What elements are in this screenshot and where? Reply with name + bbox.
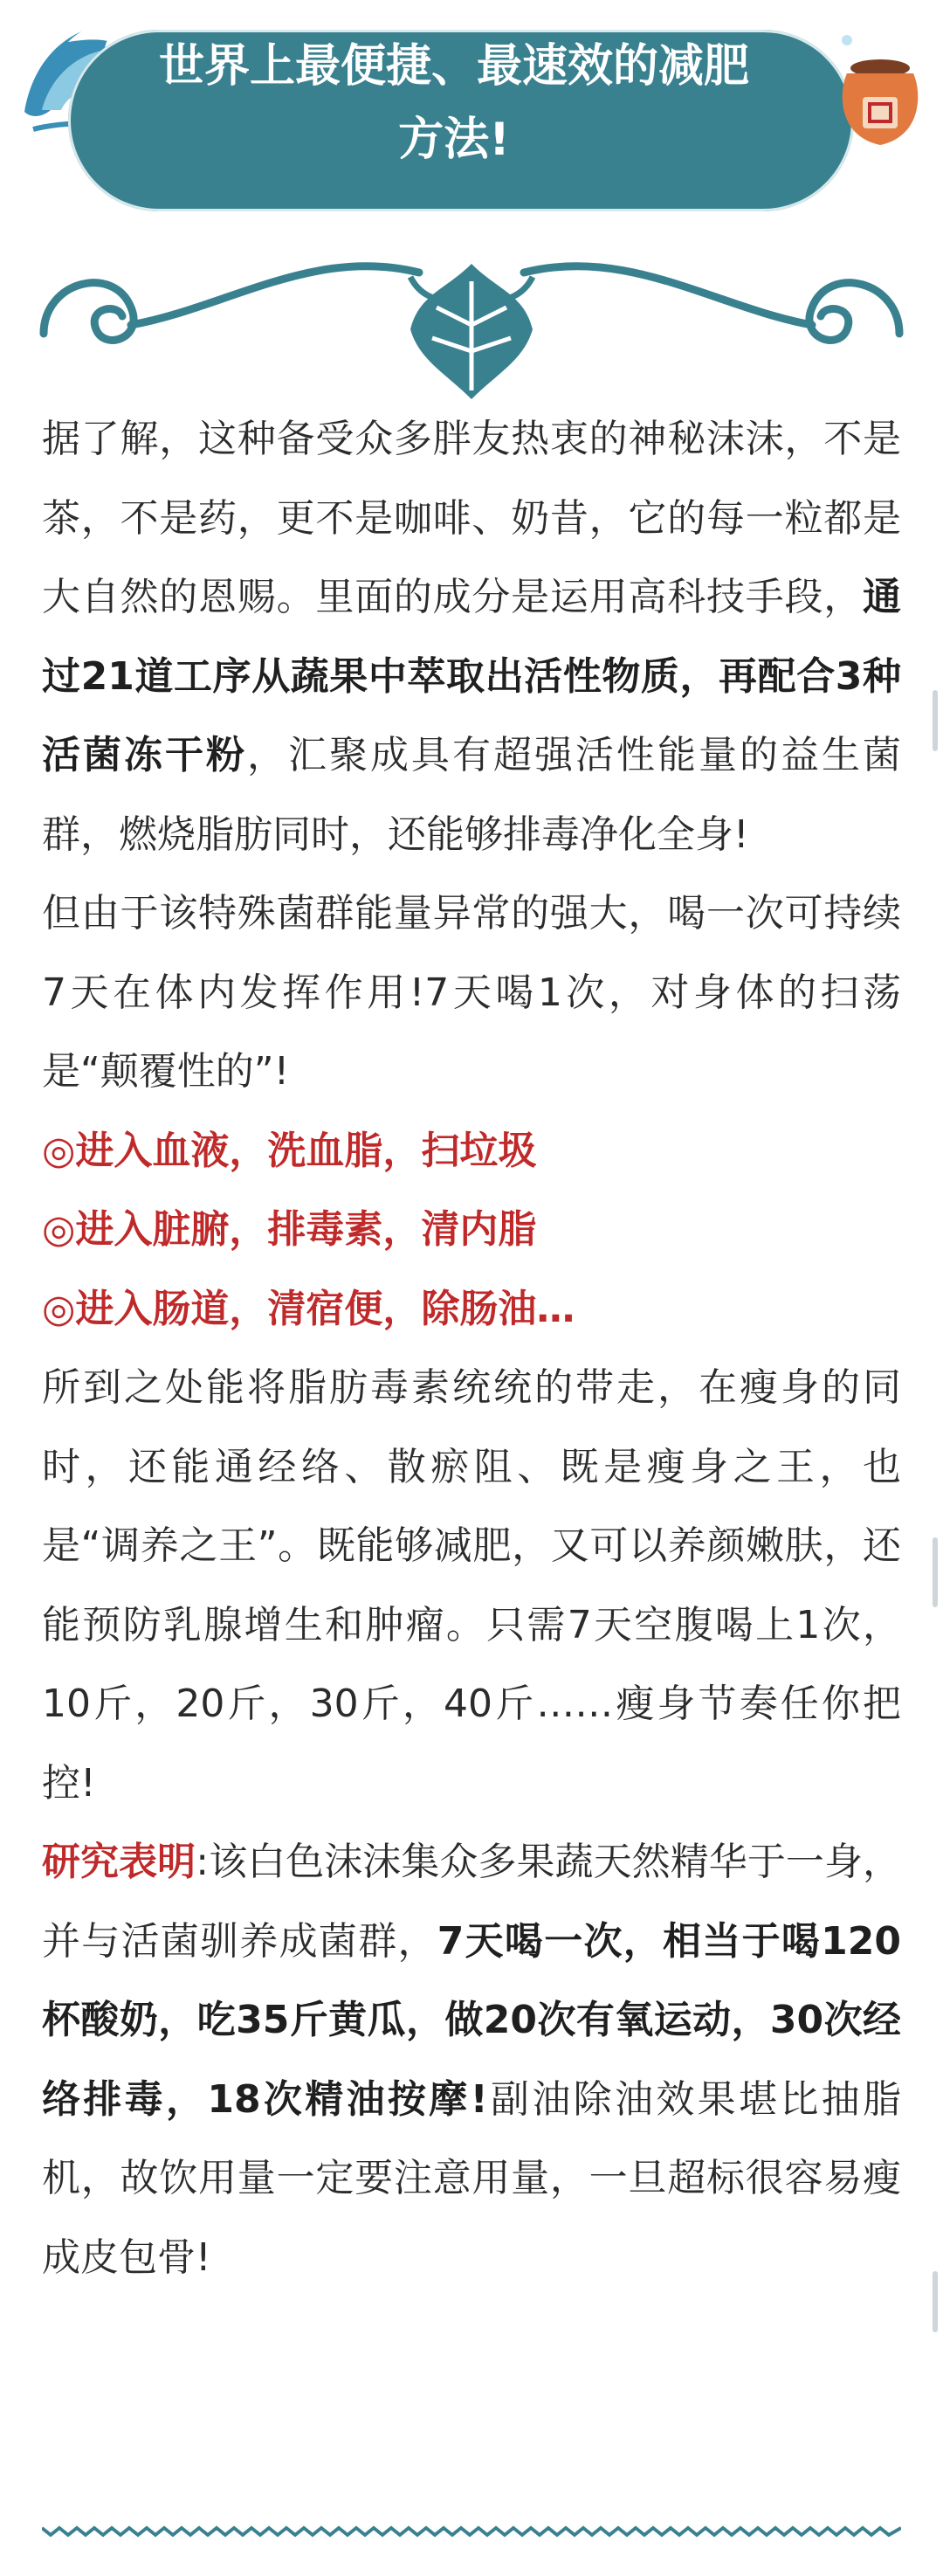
article-body: [42, 400, 901, 2297]
leaf-ornament-icon: [35, 229, 908, 404]
paragraph-intro: 据了解，这种备受众多胖友热衷的神秘沫沫，不是茶，不是药，更不是咖啡、奶昔，它的每一粒都是大自然的恩赐。里面的成分是运用高科技手段，通过21道工序从蔬果中萃取出活性物质，再配合3种活菌冻干粉，汇聚成具有超强活性能量的益生菌群，燃烧脂肪同时，还能够排毒净化全身!: [42, 417, 901, 857]
bullet-item-blood: ◎进入血液，洗血脂，扫垃圾: [42, 1128, 537, 1173]
jar-icon: [821, 14, 934, 162]
paragraph-benefits: 所到之处能将脂肪毒素统统的带走，在瘦身的同时，还能通经络、散瘀阻、既是瘦身之王，也是“调养之王”。既能够减肥，又可以养颜嫩肤，还能预防乳腺增生和肿瘤。只需7天空腹喝上1次，10斤，20斤，30斤，40斤……瘦身节奏任你把控!: [42, 1365, 901, 1806]
paragraph-effect: 但由于该特殊菌群能量异常的强大，喝一次可持续7天在体内发挥作用!7天喝1次，对身体的扫荡是“颠覆性的”!: [42, 891, 901, 1094]
bold-highlight: 通过21道工序从蔬果中萃取出活性物质，再配合3种活菌冻干粉: [42, 575, 901, 777]
bullet-item-intestine: ◎进入肠道，清宿便，除肠油…: [42, 1286, 575, 1331]
title-line-2: 方法!: [398, 114, 510, 166]
bullet-item-organs: ◎进入脏腑，排毒素，清内脂: [42, 1207, 537, 1252]
page-title: [105, 30, 803, 176]
scrollbar-thumb-3[interactable]: [933, 2271, 938, 2332]
title-line-1: 世界上最便捷、最速效的减肥: [158, 40, 749, 93]
paragraph-research: 研究表明:该白色沫沫集众多果蔬天然精华于一身，并与活菌驯养成菌群，7天喝一次，相当于喝120杯酸奶，吃35斤黄瓜，做20次有氧运动，30次经络排毒，18次精油按摩!副油除油效果堪比抽脂机，故饮用量一定要注意用量，一旦超标很容易瘦成皮包骨!: [42, 1840, 902, 2280]
research-label: 研究表明: [42, 1840, 196, 1884]
bottom-divider: [42, 2524, 901, 2538]
scrollbar-thumb-1[interactable]: [933, 690, 938, 751]
bold-highlight-research: 7天喝一次，相当于喝120杯酸奶，吃35斤黄瓜，做20次有氧运动，30次经络排毒，18次精油按摩!: [42, 1918, 901, 2122]
scrollbar-thumb-2[interactable]: [933, 1537, 938, 1607]
header: [0, 0, 943, 411]
